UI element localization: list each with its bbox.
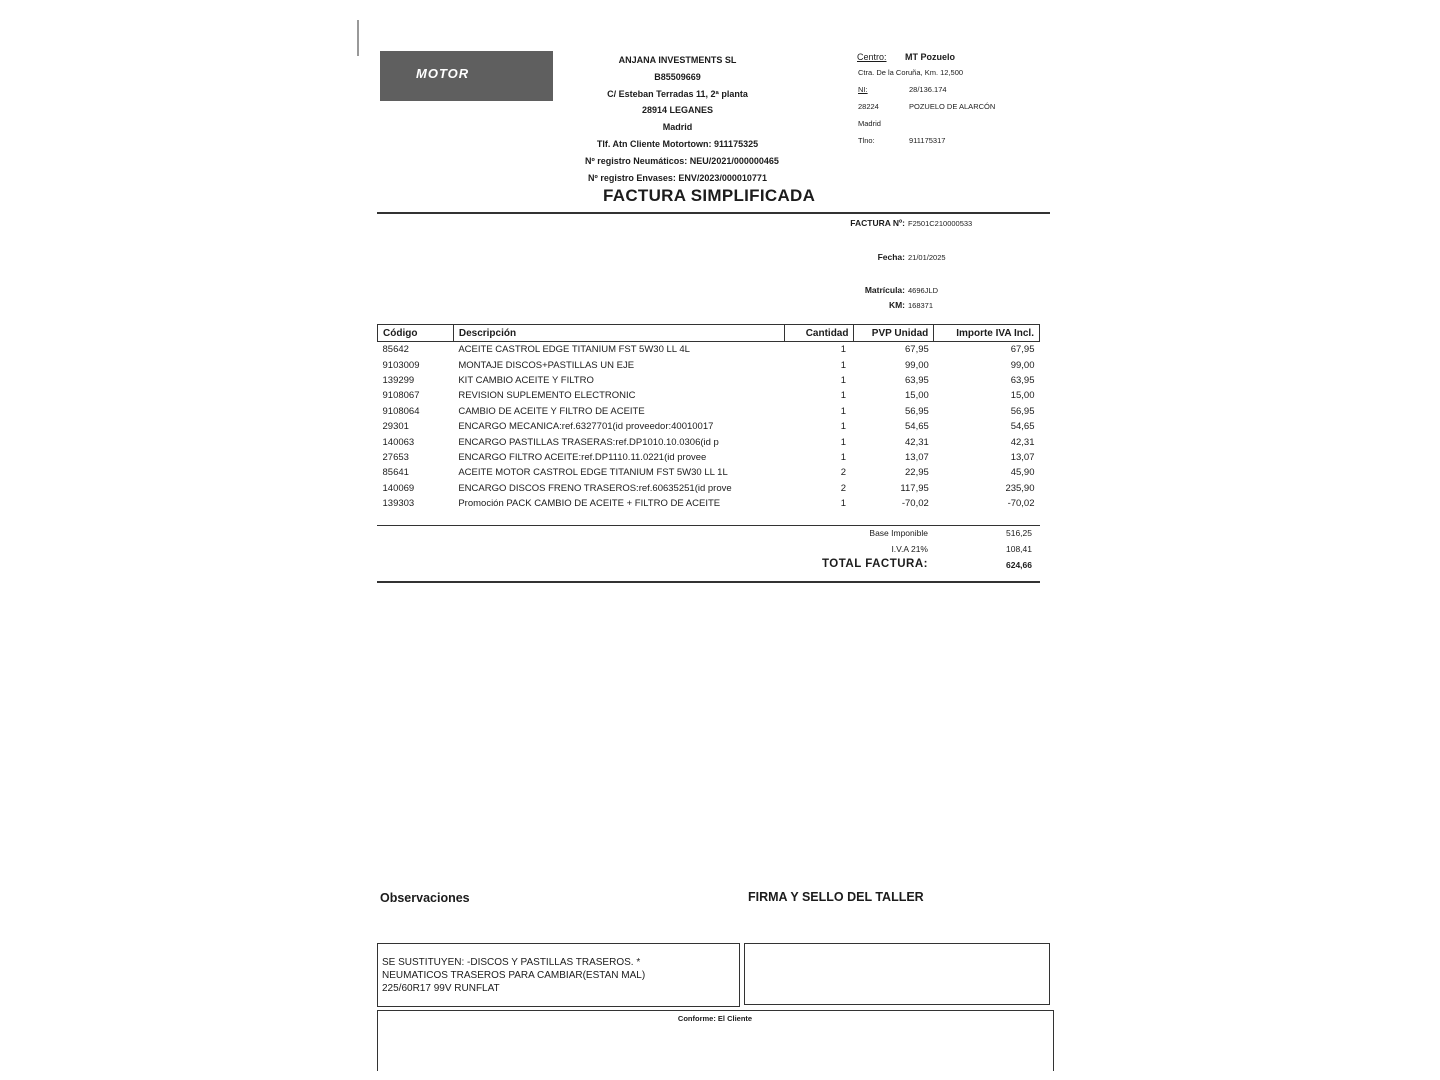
table-row (378, 404, 1040, 419)
cell-quantity: 2 (840, 467, 846, 479)
cell-unit-price: 117,95 (900, 482, 929, 494)
table-row (378, 388, 1040, 403)
cell-unit-price: -70,02 (901, 498, 929, 510)
company-phone: Tlf. Atn Cliente Motortown: 911175325 (596, 138, 759, 149)
centre-nif: 28/136.174 (909, 85, 947, 94)
table-row (378, 419, 1040, 434)
cell-description: CAMBIO DE ACEITE Y FILTRO DE ACEITE (458, 405, 645, 417)
table-row (378, 434, 1040, 449)
cell-quantity: 1 (840, 344, 846, 356)
observation-line: 225/60R17 99V RUNFLAT (382, 983, 500, 994)
cell-quantity: 1 (840, 359, 846, 371)
cell-quantity: 1 (840, 390, 846, 402)
cell-code: 27653 (382, 451, 409, 463)
cell-amount: 235,90 (1005, 482, 1035, 494)
centre-city: POZUELO DE ALARCÓN (909, 102, 996, 111)
totals-bottom-divider (377, 581, 1040, 583)
cell-quantity: 1 (840, 421, 846, 433)
cell-amount: 54,65 (1010, 421, 1035, 433)
cell-description: ENCARGO MECANICA:ref.6327701(id proveedor:40010017 (458, 421, 714, 433)
observation-line: SE SUSTITUYEN: -DISCOS Y PASTILLAS TRASEROS. * (382, 957, 641, 968)
cell-amount: 15,00 (1010, 390, 1035, 402)
company-logo (380, 51, 553, 101)
company-cif: B85509669 (654, 71, 701, 82)
cell-code: 29301 (382, 421, 409, 433)
cell-amount: 99,00 (1010, 359, 1035, 371)
invoice-date: 21/01/2025 (908, 253, 946, 262)
col-unit-price-header: PVP Unidad (854, 325, 934, 342)
centre-nif-label: NI: (858, 85, 868, 94)
cell-unit-price: 67,95 (905, 344, 929, 356)
cell-description: ACEITE MOTOR CASTROL EDGE TITANIUM FST 5W30 LL 1L (458, 467, 728, 479)
invoice-number: F2501C210000533 (908, 219, 973, 228)
cell-unit-price: 22,95 (905, 467, 929, 479)
centre-name: MT Pozuelo (905, 52, 955, 62)
logo-text: MOTOR (416, 66, 470, 81)
invoice-number-label: FACTURA Nº: (850, 218, 905, 228)
cell-amount: 45,90 (1010, 467, 1035, 479)
document-title: FACTURA SIMPLIFICADA (603, 186, 816, 205)
observation-line: NEUMATICOS TRASEROS PARA CAMBIAR(ESTAN MAL) (382, 970, 646, 981)
observations-text (382, 956, 732, 995)
cell-description: ENCARGO FILTRO ACEITE:ref.DP1110.11.0221(id provee (458, 451, 707, 463)
cell-description: MONTAJE DISCOS+PASTILLAS UN EJE (458, 359, 635, 371)
company-info (585, 52, 779, 186)
plate-label: Matrícula: (864, 285, 905, 295)
items-table (377, 324, 1040, 511)
centre-road: Ctra. De la Coruña, Km. 12,500 (858, 68, 964, 77)
col-amount-header: Importe IVA Incl. (934, 325, 1040, 342)
plate-value: 4696JLD (908, 286, 939, 295)
table-row (378, 342, 1040, 358)
base-value: 516,25 (1006, 528, 1032, 538)
centre-phone-label: Tlno: (858, 136, 875, 145)
col-code-header: Código (378, 325, 454, 342)
table-row (378, 481, 1040, 496)
totals-divider (377, 525, 1040, 526)
table-header-row (378, 325, 1040, 342)
centre-postal-code: 28224 (858, 102, 879, 111)
cell-quantity: 1 (840, 405, 846, 417)
vat-label: I.V.A 21% (891, 544, 928, 554)
km-label: KM: (888, 300, 905, 310)
cell-code: 9108064 (382, 405, 420, 417)
signature-label: FIRMA Y SELLO DEL TALLER (748, 890, 924, 904)
cell-code: 85642 (382, 344, 409, 356)
base-label: Base Imponible (869, 528, 928, 538)
title-divider (377, 212, 1050, 214)
cell-amount: 63,95 (1010, 374, 1035, 386)
cell-amount: 42,31 (1010, 436, 1035, 448)
cell-quantity: 1 (840, 374, 846, 386)
cell-code: 9108067 (382, 390, 420, 402)
cell-amount: 56,95 (1010, 405, 1035, 417)
cell-description: ENCARGO DISCOS FRENO TRASEROS:ref.60635251(id prove (458, 482, 732, 494)
col-quantity-header: Cantidad (784, 325, 854, 342)
cell-code: 139303 (382, 498, 415, 510)
centre-province: Madrid (858, 119, 881, 128)
cell-quantity: 1 (840, 436, 846, 448)
cell-description: Promoción PACK CAMBIO DE ACEITE + FILTRO DE ACEITE (458, 498, 721, 510)
company-name: ANJANA INVESTMENTS SL (618, 55, 737, 65)
table-row (378, 465, 1040, 480)
company-province: Madrid (662, 122, 693, 133)
cell-code: 139299 (382, 374, 415, 386)
totals-block (800, 528, 1040, 578)
customer-conformity-label: Conforme: El Cliente (677, 1014, 753, 1023)
cell-unit-price: 13,07 (905, 451, 929, 463)
cell-unit-price: 99,00 (905, 359, 929, 371)
table-row (378, 496, 1040, 511)
cell-quantity: 1 (840, 498, 846, 510)
centre-info (857, 49, 1057, 159)
cell-quantity: 1 (840, 451, 846, 463)
table-row (378, 373, 1040, 388)
cell-amount: 67,95 (1010, 344, 1035, 356)
cell-amount: -70,02 (1007, 498, 1035, 510)
tyre-register: Nº registro Neumáticos: NEU/2021/000000465 (585, 155, 779, 166)
cell-unit-price: 63,95 (905, 374, 929, 386)
invoice-meta (780, 218, 1040, 318)
cell-amount: 13,07 (1010, 451, 1035, 463)
cell-description: REVISION SUPLEMENTO ELECTRONIC (458, 390, 636, 402)
invoice-date-label: Fecha: (877, 252, 905, 262)
centre-label: Centro: (857, 52, 887, 62)
cell-code: 140063 (382, 436, 415, 448)
cell-description: KIT CAMBIO ACEITE Y FILTRO (458, 374, 594, 386)
company-postal-city: 28914 LEGANES (641, 105, 714, 116)
cell-description: ENCARGO PASTILLAS TRASERAS:ref.DP1010.10.0306(id p (458, 436, 719, 448)
cell-unit-price: 42,31 (905, 436, 929, 448)
signature-box (744, 943, 1050, 1005)
cell-quantity: 2 (840, 482, 846, 494)
total-value: 624,66 (1006, 560, 1032, 570)
scan-edge-mark (357, 20, 359, 56)
vat-value: 108,41 (1006, 544, 1032, 554)
table-row (378, 357, 1040, 372)
total-label: TOTAL FACTURA: (821, 558, 928, 570)
cell-unit-price: 15,00 (905, 390, 929, 402)
packaging-register: Nº registro Envases: ENV/2023/000010771 (588, 172, 767, 183)
cell-unit-price: 56,95 (905, 405, 929, 417)
observations-label: Observaciones (380, 891, 470, 905)
cell-code: 140069 (382, 482, 415, 494)
cell-code: 9103009 (382, 359, 420, 371)
table-row (378, 450, 1040, 465)
centre-phone: 911175317 (909, 136, 946, 145)
cell-unit-price: 54,65 (905, 421, 929, 433)
company-address: C/ Esteban Terradas 11, 2ª planta (607, 88, 748, 99)
km-value: 168371 (908, 301, 934, 310)
col-description-header: Descripción (453, 325, 784, 342)
cell-description: ACEITE CASTROL EDGE TITANIUM FST 5W30 LL 4L (458, 344, 690, 356)
cell-code: 85641 (382, 467, 409, 479)
